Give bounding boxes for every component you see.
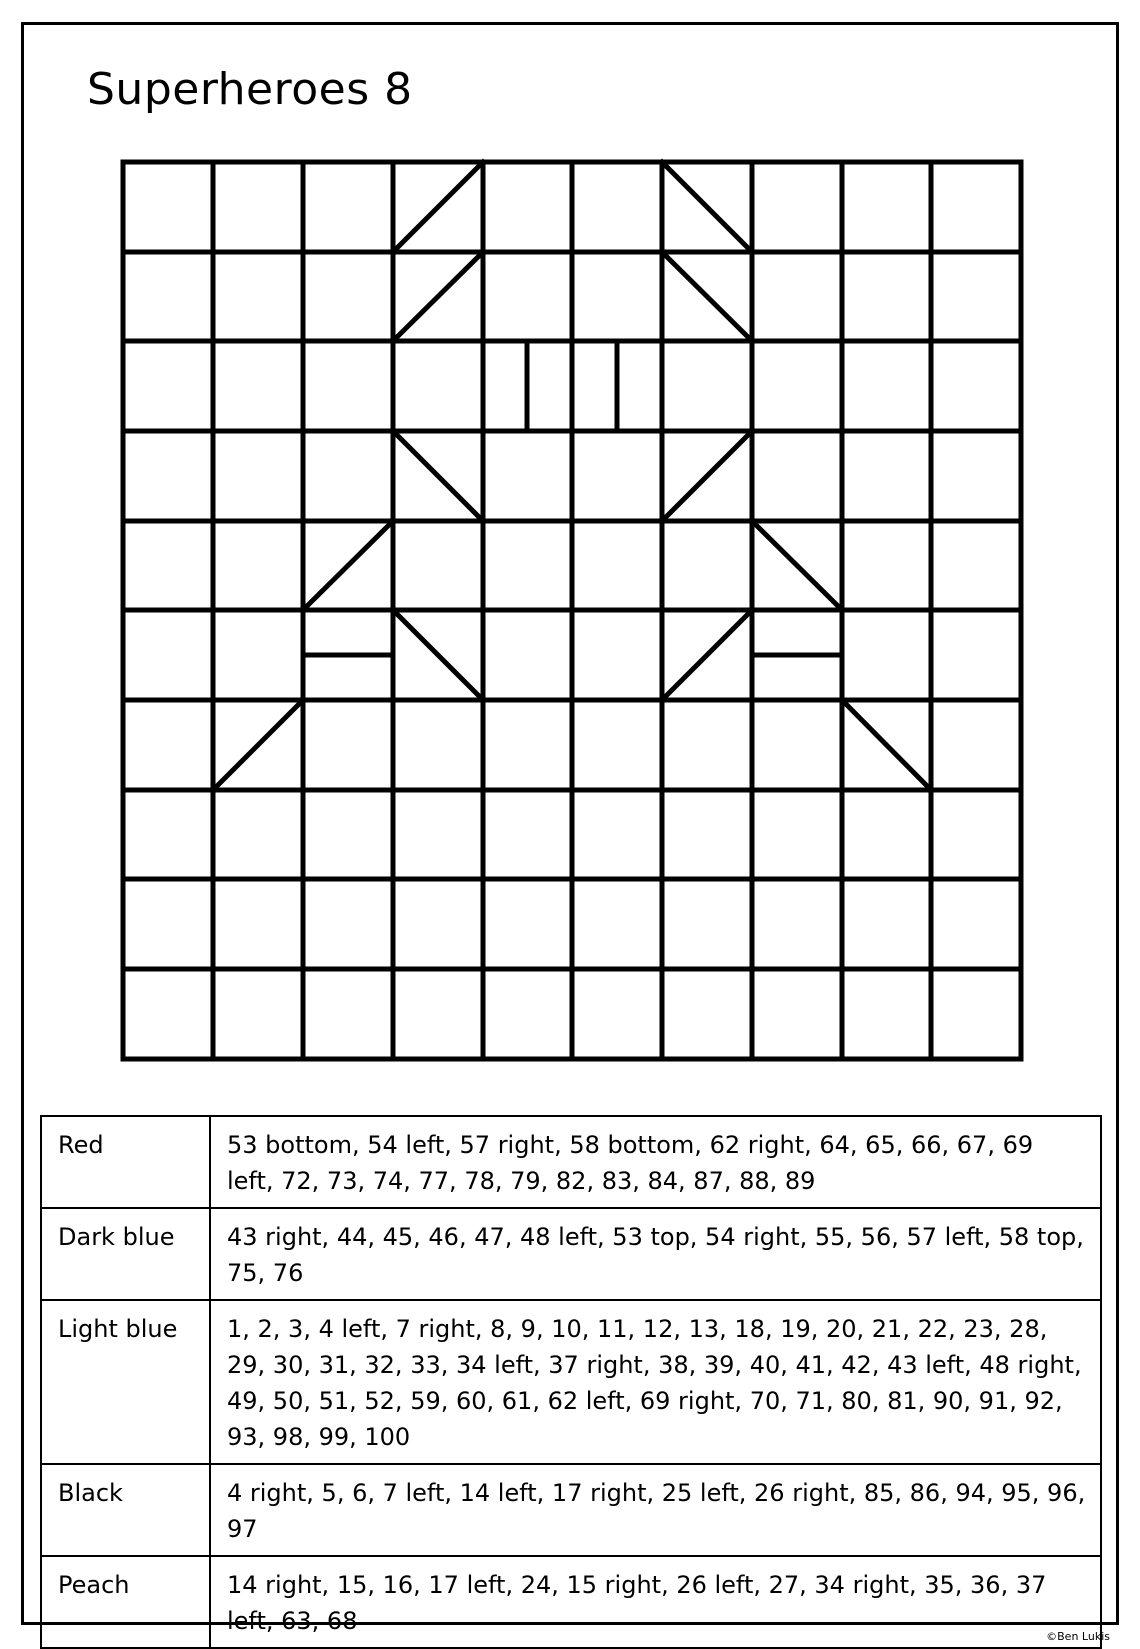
table-row [41, 1208, 1101, 1300]
table-row [41, 1300, 1101, 1464]
color-cells: 4 right, 5, 6, 7 left, 14 left, 17 right, 25 left, 26 right, 85, 86, 94, 95, 96, 97 [210, 1464, 1101, 1556]
color-name: Light blue [41, 1300, 210, 1464]
color-cells: 53 bottom, 54 left, 57 right, 58 bottom, 62 right, 64, 65, 66, 67, 69 left, 72, 73, 74, 77, 78, 79, 82, 83, 84, 87, 88, 89 [210, 1116, 1101, 1208]
color-cells: 43 right, 44, 45, 46, 47, 48 left, 53 top, 54 right, 55, 56, 57 left, 58 top, 75, 76 [210, 1208, 1101, 1300]
table-row [41, 1464, 1101, 1556]
color-name: Peach [41, 1556, 210, 1648]
color-cells: 1, 2, 3, 4 left, 7 right, 8, 9, 10, 11, 12, 13, 18, 19, 20, 21, 22, 23, 28, 29, 30, 31, 32, 33, 34 left, 37 right, 38, 39, 40, 41, 42, 43 left, 48 right, 49, 50, 51, 52, 59, 60, 61, 62 left, 69 right, 70, 71, 80, 81, 90, 91, 92, 93, 98, 99, 100 [210, 1300, 1101, 1464]
color-cells: 14 right, 15, 16, 17 left, 24, 15 right, 26 left, 27, 34 right, 35, 36, 37 left, 63, 68 [210, 1556, 1101, 1648]
color-name: Red [41, 1116, 210, 1208]
table-row [41, 1556, 1101, 1648]
copyright-credit: ©Ben Lukis [1046, 1630, 1110, 1643]
color-name: Black [41, 1464, 210, 1556]
page-title: Superheroes 8 [87, 64, 413, 115]
color-key-table [40, 1115, 1102, 1649]
color-name: Dark blue [41, 1208, 210, 1300]
table-row [41, 1116, 1101, 1208]
